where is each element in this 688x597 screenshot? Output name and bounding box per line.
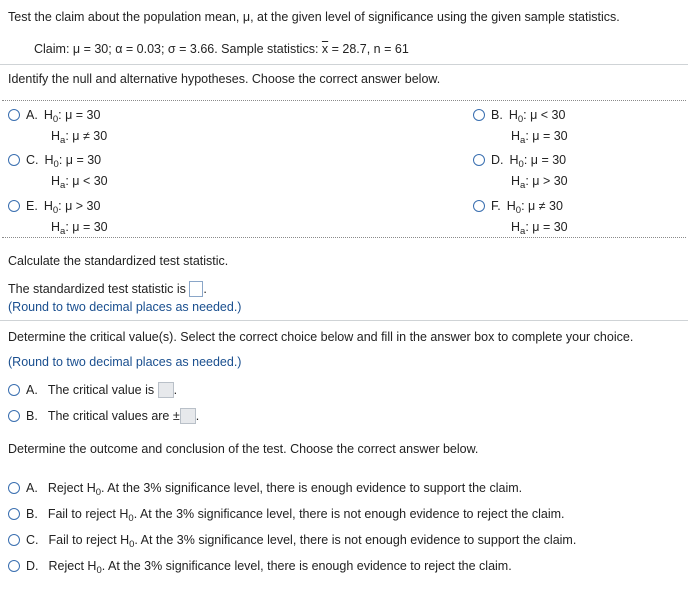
alt-subscript: a: [60, 226, 66, 237]
h-symbol: H: [511, 129, 521, 143]
radio-button[interactable]: [473, 154, 485, 166]
conclusion-text: . At the 3% significance level, there is enough evidence to reject the claim.: [101, 559, 512, 573]
option-letter: A.: [26, 108, 38, 122]
alt-subscript: a: [520, 226, 526, 237]
null-hypothesis: : μ = 30: [523, 153, 567, 167]
alt-subscript: a: [60, 180, 66, 191]
alt-subscript: a: [520, 180, 526, 191]
radio-button[interactable]: [8, 200, 20, 212]
alt-hypothesis: : μ = 30: [525, 220, 568, 234]
h-symbol: H: [506, 199, 516, 213]
test-statistic-line: [8, 281, 207, 297]
conclusion-pre: Reject: [48, 559, 88, 573]
null-hypothesis: : μ = 30: [58, 153, 102, 167]
critical-option-b[interactable]: [8, 408, 199, 424]
critical-option-text: The critical values are ±: [47, 409, 180, 423]
divider: [0, 320, 688, 321]
null-subscript: 0: [515, 205, 522, 216]
critical-value-input[interactable]: [158, 382, 174, 398]
hyp-option-a[interactable]: [8, 108, 100, 125]
conclusion-pre: Fail to reject: [48, 533, 121, 547]
test-statistic-label: The standardized test statistic is: [8, 282, 186, 296]
null-subscript: 0: [53, 159, 59, 170]
hyp-option-c[interactable]: [8, 153, 101, 170]
option-letter: E.: [26, 199, 38, 213]
null-subscript: 0: [96, 565, 102, 576]
radio-button[interactable]: [8, 109, 20, 121]
hyp-option-d[interactable]: [473, 153, 566, 170]
h-symbol: H: [51, 129, 61, 143]
option-letter: A.: [26, 481, 38, 495]
option-letter: C.: [26, 153, 39, 167]
h-symbol: H: [511, 174, 521, 188]
h-symbol: H: [509, 153, 519, 167]
h-symbol: H: [508, 108, 518, 122]
radio-button[interactable]: [8, 560, 20, 572]
radio-button[interactable]: [8, 534, 20, 546]
divider: [0, 64, 688, 65]
h-symbol: H: [119, 507, 129, 521]
period: .: [173, 383, 178, 397]
radio-button[interactable]: [8, 410, 20, 422]
conclusion-option-c[interactable]: [8, 533, 576, 550]
conclusion-option-a[interactable]: [8, 481, 522, 498]
null-subscript: 0: [95, 487, 102, 498]
critical-option-text: The critical value is: [47, 383, 155, 397]
radio-button[interactable]: [8, 482, 20, 494]
hypotheses-prompt: Identify the null and alternative hypotheses. Choose the correct answer below.: [8, 72, 441, 86]
null-subscript: 0: [128, 513, 134, 524]
alt-subscript: a: [60, 135, 66, 146]
option-letter: C.: [26, 533, 39, 547]
option-letter: D.: [26, 559, 39, 573]
alt-subscript: a: [520, 135, 526, 146]
critical-values-input[interactable]: [180, 408, 196, 424]
claim-line: [34, 42, 409, 56]
xbar-symbol: $\overline{x}$: [321, 42, 329, 56]
conclusion-text: . At the 3% significance level, there is not enough evidence to support the claim.: [134, 533, 577, 547]
option-letter: B.: [26, 507, 38, 521]
claim-prefix: Claim: μ = 30; α = 0.03; σ = 3.66. Sample statistics:: [34, 42, 322, 56]
null-hypothesis: : μ > 30: [58, 199, 101, 213]
radio-button[interactable]: [8, 384, 20, 396]
hyp-option-e-alt: [51, 220, 108, 237]
h-symbol: H: [51, 174, 61, 188]
hypotheses-choices: [2, 100, 686, 238]
claim-suffix: = 28.7, n = 61: [328, 42, 409, 56]
test-statistic-prompt: Calculate the standardized test statistic.: [8, 254, 229, 268]
option-letter: D.: [491, 153, 504, 167]
null-subscript: 0: [517, 114, 524, 125]
hyp-option-a-alt: [51, 129, 107, 146]
period: .: [203, 282, 207, 296]
option-letter: F.: [491, 199, 501, 213]
hyp-option-b-alt: [511, 129, 568, 146]
conclusion-text: . At the 3% significance level, there is enough evidence to support the claim.: [101, 481, 523, 495]
null-hypothesis: : μ ≠ 30: [521, 199, 563, 213]
period: .: [195, 409, 200, 423]
radio-button[interactable]: [8, 154, 20, 166]
option-letter: A.: [26, 383, 38, 397]
rounding-note: (Round to two decimal places as needed.): [8, 355, 242, 369]
h-symbol: H: [511, 220, 521, 234]
alt-hypothesis: : μ ≠ 30: [65, 129, 108, 143]
hyp-option-f[interactable]: [473, 199, 563, 216]
null-subscript: 0: [518, 159, 524, 170]
radio-button[interactable]: [473, 200, 485, 212]
null-subscript: 0: [52, 114, 59, 125]
h-symbol: H: [51, 220, 61, 234]
hyp-option-e[interactable]: [8, 199, 100, 216]
conclusion-pre: Fail to reject: [47, 507, 120, 521]
h-symbol: H: [87, 559, 97, 573]
critical-option-a[interactable]: [8, 382, 177, 398]
hyp-option-c-alt: [51, 174, 108, 191]
h-symbol: H: [43, 108, 53, 122]
conclusion-pre: Reject: [47, 481, 87, 495]
hyp-option-f-alt: [511, 220, 568, 237]
hyp-option-d-alt: [511, 174, 568, 191]
h-symbol: H: [43, 199, 53, 213]
question-intro: Test the claim about the population mean, μ, at the given level of significance using the given sample statistics.: [8, 10, 620, 24]
alt-hypothesis: : μ = 30: [525, 129, 568, 143]
null-subscript: 0: [52, 205, 59, 216]
null-hypothesis: : μ = 30: [58, 108, 101, 122]
option-letter: B.: [491, 108, 503, 122]
hyp-option-b[interactable]: [473, 108, 565, 125]
alt-hypothesis: : μ < 30: [65, 174, 108, 188]
conclusion-option-d[interactable]: [8, 559, 512, 576]
option-letter: B.: [26, 409, 38, 423]
null-subscript: 0: [129, 539, 135, 550]
radio-button[interactable]: [8, 508, 20, 520]
test-statistic-input[interactable]: [189, 281, 203, 297]
conclusion-text: . At the 3% significance level, there is not enough evidence to reject the claim.: [133, 507, 565, 521]
h-symbol: H: [86, 481, 96, 495]
alt-hypothesis: : μ > 30: [525, 174, 568, 188]
rounding-note: (Round to two decimal places as needed.): [8, 300, 242, 314]
null-hypothesis: : μ < 30: [523, 108, 566, 122]
alt-hypothesis: : μ = 30: [65, 220, 108, 234]
h-symbol: H: [44, 153, 54, 167]
h-symbol: H: [120, 533, 130, 547]
radio-button[interactable]: [473, 109, 485, 121]
conclusion-prompt: Determine the outcome and conclusion of the test. Choose the correct answer below.: [8, 442, 479, 456]
critical-value-prompt: Determine the critical value(s). Select the correct choice below and fill in the answer box to complete your choice.: [8, 330, 634, 344]
conclusion-option-b[interactable]: [8, 507, 565, 524]
